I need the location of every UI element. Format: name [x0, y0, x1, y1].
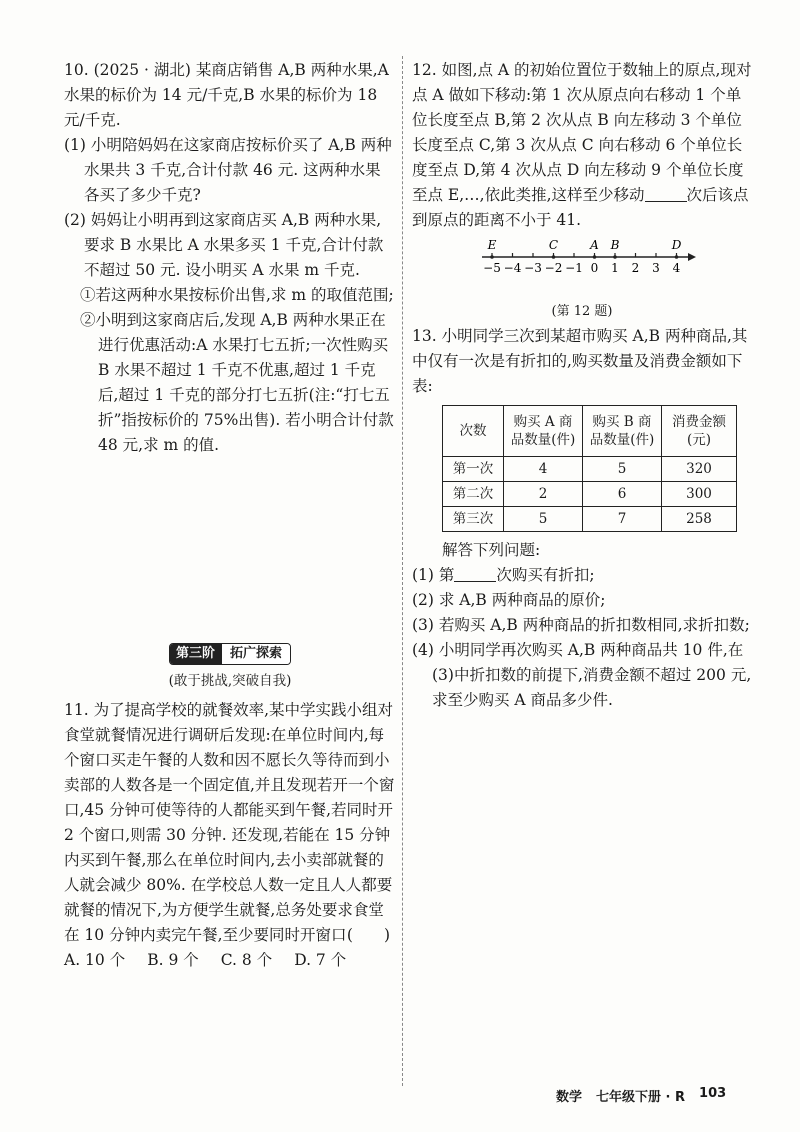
q12-stem	[412, 58, 752, 233]
number-line-ticks	[483, 253, 681, 275]
table-cell: 5	[583, 457, 662, 482]
footer-subject: 数学	[556, 1090, 583, 1105]
table-cell: 5	[504, 507, 583, 532]
table-row	[443, 457, 737, 482]
number-line-tick-label: −1	[565, 261, 583, 275]
number-line-point-label: C	[548, 238, 559, 252]
number-line-point-label: E	[487, 238, 497, 252]
table-header-row	[443, 406, 737, 457]
number-line-point-dot	[675, 255, 679, 259]
q12-figure-caption: (第 12 题)	[551, 304, 613, 319]
table-cell: 320	[662, 457, 737, 482]
number-line-figure	[482, 237, 752, 301]
table-cell: 第一次	[443, 457, 504, 482]
q11-choices	[64, 948, 396, 973]
section-badge-wrap	[64, 640, 396, 665]
q13-answer-blank	[454, 565, 496, 582]
table-row	[443, 482, 737, 507]
table-header: 购买 B 商品数量(件)	[583, 406, 662, 457]
section-badge-title: 拓广探索	[221, 644, 290, 664]
number-line-tick-label: −4	[503, 261, 522, 275]
number-line-tick-label: 3	[652, 261, 660, 275]
table-cell: 4	[504, 457, 583, 482]
number-line-point-label: D	[671, 238, 682, 252]
table-header: 购买 A 商品数量(件)	[504, 406, 583, 457]
number-line-point-dot	[593, 255, 597, 259]
q12-text-after: 次后该点到原点的距离不小于 41.	[412, 186, 749, 229]
table-row	[443, 507, 737, 532]
number-line-points	[487, 238, 682, 259]
right-column	[412, 58, 752, 713]
q10-part2-sub2: ②小明到这家商店后,发现 A,B 两种水果正在进行优惠活动:A 水果打七五折;一次性购买 B 水果不超过 1 千克不优惠,超过 1 千克后,超过 1 千克的部分打七五折(注:“打七五折”指按标价的 75%出售). 若小明合计付款 48 元,求 m 的值.	[80, 311, 394, 454]
q10-part2: (2) 妈妈让小明再到这家商店买 A,B 两种水果,要求 B 水果比 A 水果多买 1 千克,合计付款不超过 50 元. 设小明买 A 水果 m 千克.	[64, 211, 384, 279]
page-footer	[556, 1086, 726, 1105]
number-line-point-dot	[613, 255, 617, 259]
q11-choice-b: B. 9 个	[147, 951, 199, 969]
number-line-point-dot	[490, 255, 494, 259]
number-line-point-label: A	[590, 238, 599, 252]
q13-intro: 解答下列问题:	[442, 541, 541, 559]
q10-part2-sub1: ①若这两种水果按标价出售,求 m 的取值范围;	[80, 286, 394, 304]
number-line-tick-label: −2	[544, 261, 563, 275]
column-divider	[402, 56, 403, 1086]
table-header: 消费金额(元)	[662, 406, 737, 457]
number-line-tick-label: −5	[483, 261, 501, 275]
page-number: 103	[699, 1086, 727, 1101]
q10-part1: (1) 小明陪妈妈在这家商店按标价买了 A,B 两种水果共 3 千克,合计付款 46 元. 这两种水果各买了多少千克?	[64, 136, 392, 204]
left-column	[64, 58, 396, 973]
q12-answer-blank	[645, 185, 687, 202]
q13-part1-before: (1) 第	[412, 566, 455, 584]
number-line-svg	[482, 237, 702, 277]
q11-choice-a: A. 10 个	[64, 951, 126, 969]
q10-stem: 10. (2025 · 湖北) 某商店销售 A,B 两种水果,A 水果的标价为 14 元/千克,B 水果的标价为 18 元/千克.	[64, 61, 389, 129]
number-line-tick-label: 2	[631, 261, 640, 275]
table-header: 次数	[443, 406, 504, 457]
number-line-arrow-icon	[688, 253, 696, 261]
q13-part2: (2) 求 A,B 两种商品的原价;	[412, 591, 606, 609]
q13-part1-after: 次购买有折扣;	[496, 566, 595, 584]
q13-table	[442, 405, 737, 532]
q11-text: 11. 为了提高学校的就餐效率,某中学实践小组对食堂就餐情况进行调研后发现:在单位时间内,每个窗口买走午餐的人数和因不愿长久等待而到小卖部的人数各是一个固定值,并且发现若开一个窗口,45 分钟可使等待的人都能买到午餐,若同时开 2 个窗口,则需 30 分钟. 还发现,若能在 15 分钟内买到午餐,那么在单位时间内,去小卖部就餐的人就会减少 80%. 在学校总人数一定且人人都要就餐的情况下,为方便学生就餐,总务处要求食堂在 10 分钟内卖完午餐,至少要同时开窗口	[64, 701, 395, 944]
table-cell: 6	[583, 482, 662, 507]
table-cell: 第三次	[443, 507, 504, 532]
number-line-tick-label: 4	[672, 261, 681, 275]
table-cell: 300	[662, 482, 737, 507]
number-line-point-label: B	[610, 238, 620, 252]
q12-text-before: 12. 如图,点 A 的初始位置位于数轴上的原点,现对点 A 做如下移动:第 1 次从原点向右移动 1 个单位长度至点 B,第 2 次从点 B 向左移动 3 个单位长度至点 C,第 3 次从点 C 向右移动 6 个单位长度至点 D,第 4 次从点 D 向左移动 9 个单位长度至点 E,…,依此类推,这样至少移动	[412, 61, 752, 204]
number-line-tick-label: 1	[611, 261, 619, 275]
q13-part1	[412, 563, 752, 588]
q13-stem: 13. 小明同学三次到某超市购买 A,B 两种商品,其中仅有一次是有折扣的,购买数量及消费金额如下表:	[412, 327, 748, 395]
q11-choice-d: D. 7 个	[294, 951, 347, 969]
section-badge-level: 第三阶	[170, 644, 221, 664]
footer-grade: 七年级下册 · R	[596, 1090, 686, 1105]
table-cell: 2	[504, 482, 583, 507]
q13-part4: (4) 小明同学再次购买 A,B 两种商品共 10 件,在(3)中折扣数的前提下,消费金额不超过 200 元,求至少购买 A 商品多少件.	[412, 641, 752, 709]
section-badge	[169, 643, 291, 665]
table-cell: 第二次	[443, 482, 504, 507]
table-cell: 7	[583, 507, 662, 532]
number-line-tick-label: −3	[524, 261, 542, 275]
section-subtitle: (敢于挑战,突破自我)	[168, 673, 292, 689]
q13-part3: (3) 若购买 A,B 两种商品的折扣数相同,求折扣数;	[412, 616, 750, 634]
q11-stem	[64, 698, 396, 948]
q11-answer-paren: ( )	[346, 926, 390, 944]
number-line-tick-label: 0	[590, 261, 599, 275]
number-line-point-dot	[552, 255, 556, 259]
table-cell: 258	[662, 507, 737, 532]
q11-choice-c: C. 8 个	[220, 951, 273, 969]
